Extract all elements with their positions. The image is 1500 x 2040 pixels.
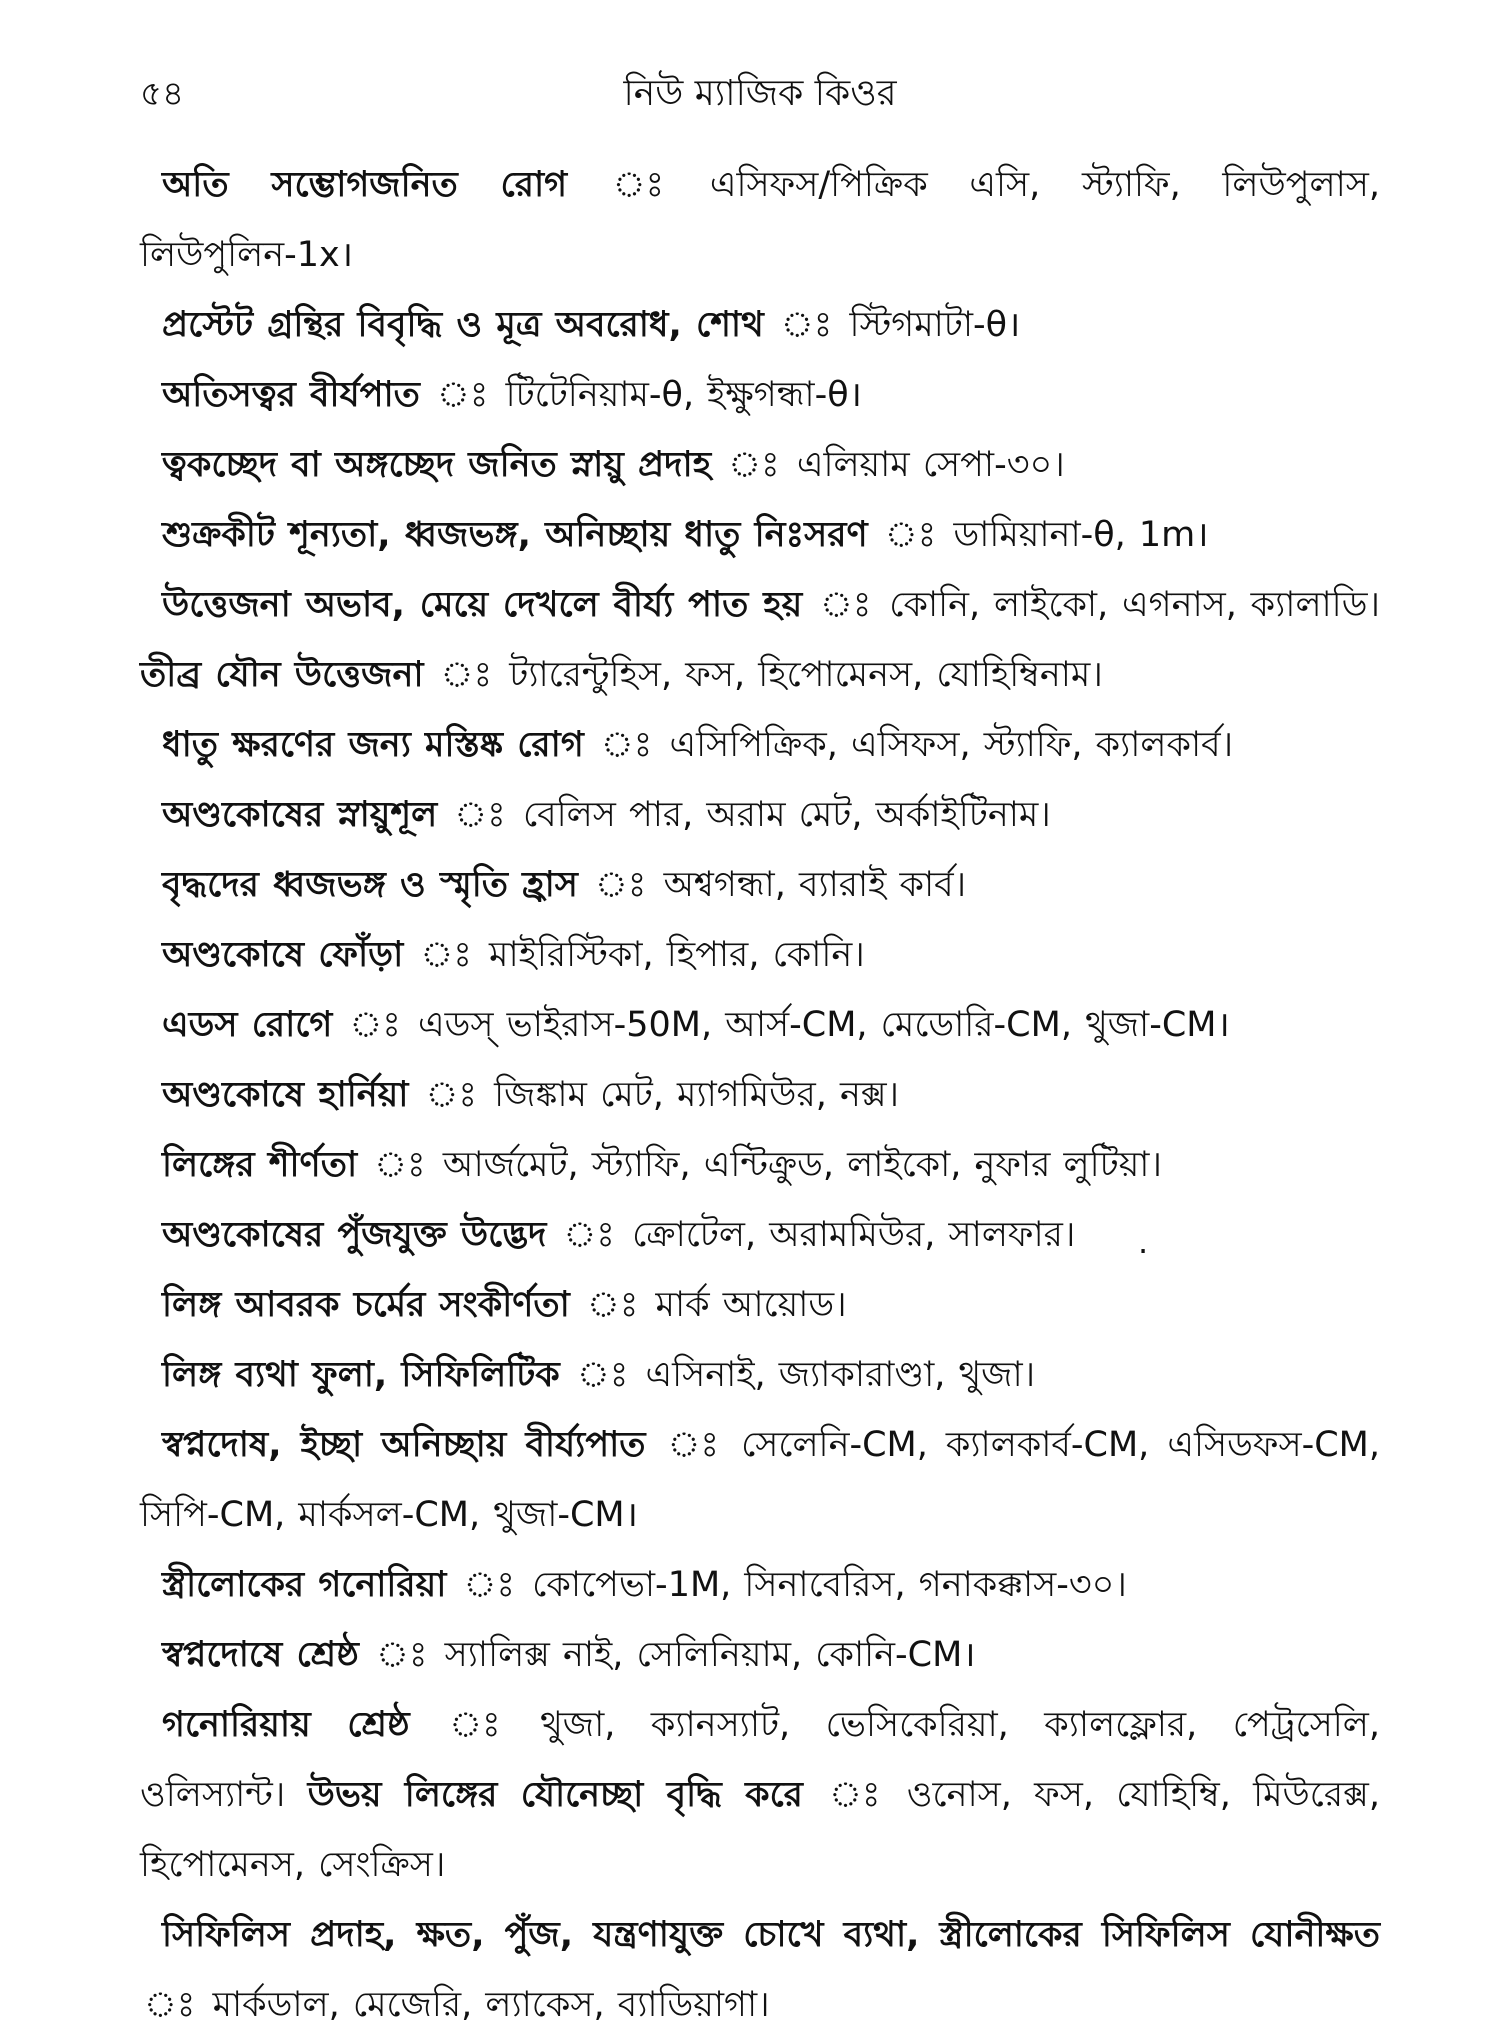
running-title: নিউ ম্যাজিক কিওর bbox=[623, 73, 897, 114]
term-separator: ঃ bbox=[780, 305, 833, 345]
remedy-text: অশ্বগন্ধা, ব্যারাই কার্ব। bbox=[663, 865, 967, 905]
remedy-text: স্যালিক্স নাই, সেলিনিয়াম, কোনি-CM। bbox=[444, 1635, 976, 1675]
condition-term: তীব্র যৌন উত্তেজনা bbox=[140, 655, 424, 695]
condition-term: এডস রোগে bbox=[162, 1005, 333, 1045]
condition-term: স্বপ্নদোষে শ্রেষ্ঠ bbox=[162, 1635, 359, 1675]
condition-term: লিঙ্গ ব্যথা ফুলা, সিফিলিটিক bbox=[162, 1355, 560, 1395]
remedy-text: থুজা, ক্যানস্যাট, ভেসিকেরিয়া, ক্যালফ্লোর, পেট্রসেলি, ওলিস্যান্ট। bbox=[140, 1705, 1380, 1815]
remedy-entry bbox=[140, 360, 1380, 430]
remedy-entry bbox=[140, 920, 1380, 990]
condition-term: লিঙ্গের শীর্ণতা bbox=[162, 1145, 358, 1185]
remedy-text: বেলিস পার, অরাম মেট, অর্কাইটিনাম। bbox=[522, 795, 1051, 835]
condition-term: অতি সম্ভোগজনিত রোগ bbox=[162, 165, 568, 205]
remedy-entry bbox=[140, 1410, 1380, 1550]
term-separator: ঃ bbox=[454, 795, 506, 835]
remedy-text: এডস্ ভাইরাস-50M, আর্স-CM, মেডোরি-CM, থুজা-CM। bbox=[418, 1005, 1230, 1045]
remedy-text: জিঙ্কাম মেট, ম্যাগমিউর, নক্স। bbox=[494, 1075, 900, 1115]
term-separator: ঃ bbox=[437, 375, 489, 415]
remedy-text: এসিপিক্রিক, এসিফস, স্ট্যাফি, ক্যালকার্ব। bbox=[669, 725, 1234, 765]
term-separator: ঃ bbox=[884, 515, 937, 555]
condition-term: অণ্ডকোষে হার্নিয়া bbox=[162, 1075, 409, 1115]
term-separator: ঃ bbox=[349, 1005, 401, 1045]
remedy-entry bbox=[140, 290, 1380, 360]
condition-term: শুক্রকীট শূন্যতা, ধ্বজভঙ্গ, অনিচ্ছায় ধাতু নিঃসরণ bbox=[162, 515, 868, 555]
term-separator: ঃ bbox=[144, 1985, 196, 2025]
remedy-entry bbox=[140, 1060, 1380, 1130]
remedy-text: ক্রোটেল, অরামমিউর, সালফার। bbox=[632, 1215, 1076, 1255]
condition-term: লিঙ্গ আবরক চর্মের সংকীর্ণতা bbox=[162, 1285, 570, 1325]
condition-term: সিফিলিস প্রদাহ, ক্ষত, পুঁজ, যন্ত্রণাযুক্ত চোখে ব্যথা, স্ত্রীলোকের সিফিলিস যোনীক্ষত bbox=[162, 1915, 1380, 1955]
remedy-entry bbox=[140, 1270, 1380, 1340]
page-header bbox=[140, 60, 1380, 120]
term-separator: ঃ bbox=[449, 1705, 501, 1745]
remedy-entry bbox=[140, 1690, 1380, 1900]
condition-term: অণ্ডকোষে ফোঁড়া bbox=[162, 935, 404, 975]
condition-term: গনোরিয়ায় শ্রেষ্ঠ bbox=[162, 1705, 410, 1745]
remedy-text: কোনি, লাইকো, এগনাস, ক্যালাডি। bbox=[889, 585, 1380, 625]
remedy-text: ট্যারেন্টুহিস, ফস, হিপোমেনস, যোহিম্বিনাম। bbox=[509, 655, 1103, 695]
term-separator: ঃ bbox=[612, 165, 665, 205]
condition-term: স্ত্রীলোকের গনোরিয়া bbox=[162, 1565, 447, 1605]
remedy-entry bbox=[140, 780, 1380, 850]
condition-term: অণ্ডকোষের পুঁজযুক্ত উদ্ভেদ bbox=[162, 1215, 547, 1255]
remedy-text: সেলেনি-CM, ক্যালকার্ব-CM, এসিডফস-CM, সিপি-CM, মার্কসল-CM, থুজা-CM। bbox=[140, 1425, 1380, 1535]
term-separator: ঃ bbox=[576, 1355, 629, 1395]
remedy-entry bbox=[140, 1340, 1380, 1410]
remedy-text: ডামিয়ানা-θ, 1m। bbox=[953, 515, 1209, 555]
remedy-entry bbox=[140, 1620, 1380, 1690]
term-separator: ঃ bbox=[600, 725, 653, 765]
term-separator: ঃ bbox=[563, 1215, 615, 1255]
remedy-entry bbox=[140, 570, 1380, 710]
remedy-text: স্টিগমাটা-θ। bbox=[849, 305, 1021, 345]
term-separator: ঃ bbox=[374, 1145, 426, 1185]
remedy-text: এসিনাই, জ্যাকারাণ্ডা, থুজা। bbox=[645, 1355, 1036, 1395]
condition-term: অতিসত্বর বীর্যপাত bbox=[162, 375, 420, 415]
remedy-entry bbox=[140, 500, 1380, 570]
term-separator: ঃ bbox=[595, 865, 647, 905]
condition-term: স্বপ্নদোষ, ইচ্ছা অনিচ্ছায় বীর্য্যপাত bbox=[162, 1425, 646, 1465]
remedy-text: আর্জমেট, স্ট্যাফি, এন্টিক্রুড, লাইকো, নুফার লুটিয়া। bbox=[442, 1145, 1162, 1185]
term-separator: ঃ bbox=[425, 1075, 478, 1115]
term-separator: ঃ bbox=[728, 445, 780, 485]
condition-term: প্রস্টেট গ্রন্থির বিবৃদ্ধি ও মূত্র অবরোধ, শোথ bbox=[162, 305, 764, 345]
condition-term: বৃদ্ধদের ধ্বজভঙ্গ ও স্মৃতি হ্রাস bbox=[162, 865, 578, 905]
remedy-entry bbox=[140, 850, 1380, 920]
remedy-text: কোপেভা-1M, সিনাবেরিস, গনাকক্কাস-৩০। bbox=[532, 1565, 1127, 1605]
remedy-text: মাইরিস্টিকা, হিপার, কোনি। bbox=[489, 935, 865, 975]
remedy-entry bbox=[140, 1550, 1380, 1620]
remedy-entry bbox=[140, 710, 1380, 780]
term-separator: ঃ bbox=[820, 585, 872, 625]
remedy-text: ওনোস, ফস, যোহিম্বি, মিউরেক্স, হিপোমেনস, সেংক্রিস। bbox=[140, 1775, 1380, 1885]
term-separator: ঃ bbox=[463, 1565, 516, 1605]
stray-mark: · bbox=[1138, 1232, 1149, 1270]
term-separator: ঃ bbox=[440, 655, 493, 695]
condition-term: ত্বকচ্ছেদ বা অঙ্গচ্ছেদ জনিত স্নায়ু প্রদাহ bbox=[162, 445, 712, 485]
condition-term: ধাতু ক্ষরণের জন্য মস্তিষ্ক রোগ bbox=[162, 725, 584, 765]
term-separator: ঃ bbox=[420, 935, 472, 975]
term-separator: ঃ bbox=[829, 1775, 881, 1815]
condition-term: অণ্ডকোষের স্নায়ুশূল bbox=[162, 795, 438, 835]
remedy-list bbox=[140, 150, 1380, 2040]
term-separator: ঃ bbox=[376, 1635, 428, 1675]
remedy-text: মার্ক আয়োড। bbox=[655, 1285, 847, 1325]
remedy-entry bbox=[140, 1130, 1380, 1200]
remedy-entry bbox=[140, 1900, 1380, 2040]
term-separator: ঃ bbox=[667, 1425, 720, 1465]
remedy-text: মার্কডাল, মেজেরি, ল্যাকেস, ব্যাডিয়াগা। bbox=[212, 1985, 770, 2025]
remedy-text: এলিয়াম সেপা-৩০। bbox=[796, 445, 1065, 485]
remedy-entry bbox=[140, 990, 1380, 1060]
remedy-entry bbox=[140, 1200, 1380, 1270]
condition-term: উভয় লিঙ্গের যৌনেচ্ছা বৃদ্ধি করে bbox=[307, 1775, 803, 1815]
page-number: ৫৪ bbox=[140, 74, 185, 114]
remedy-text: টিটেনিয়াম-θ, ইক্ষুগন্ধা-θ। bbox=[505, 375, 862, 415]
term-separator: ঃ bbox=[586, 1285, 639, 1325]
condition-term: উত্তেজনা অভাব, মেয়ে দেখলে বীর্য্য পাত হয় bbox=[162, 585, 803, 625]
remedy-entry bbox=[140, 150, 1380, 290]
remedy-entry bbox=[140, 430, 1380, 500]
remedy-text: এসিফস/পিক্রিক এসি, স্ট্যাফি, লিউপুলাস, লিউপুলিন-1x। bbox=[140, 165, 1380, 275]
